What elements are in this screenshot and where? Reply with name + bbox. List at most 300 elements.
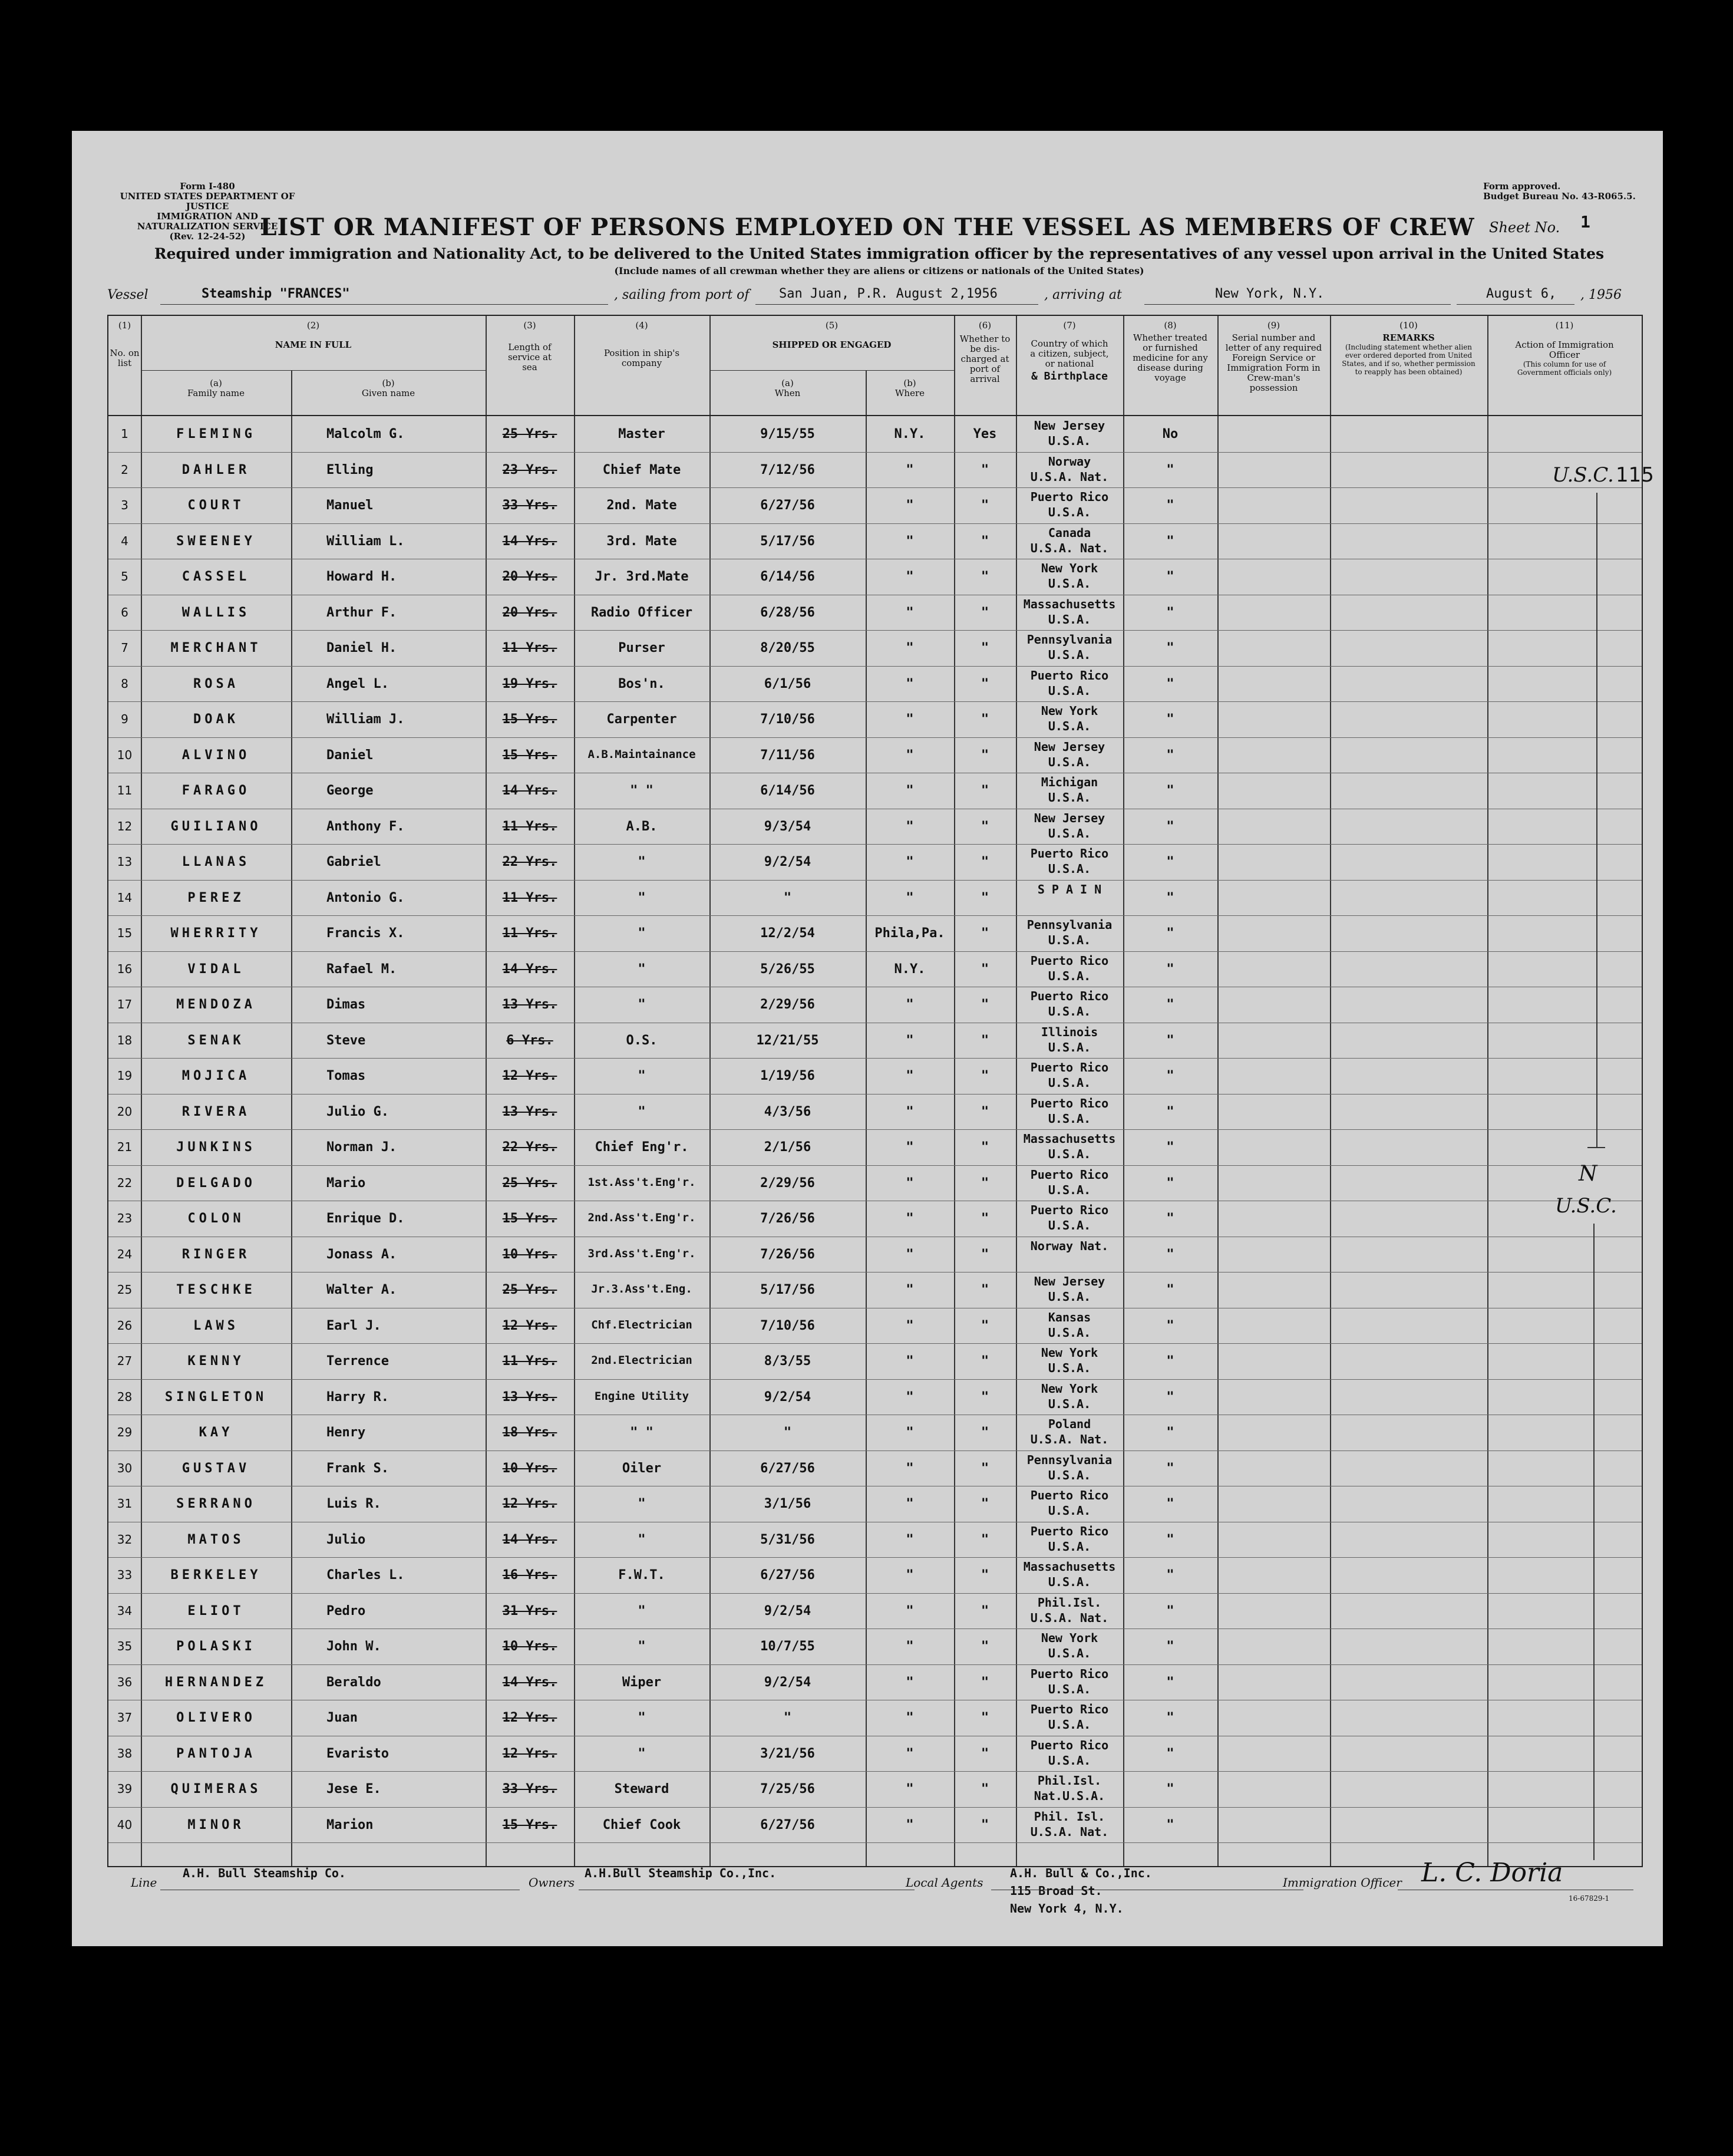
cell-when: " <box>783 1425 792 1440</box>
cell-when: 1/19/56 <box>760 1069 815 1083</box>
cell-years: 15 Yrs. <box>502 1817 557 1832</box>
cell-given: Henry <box>326 1425 366 1440</box>
cell-years: 12 Yrs. <box>502 1746 557 1761</box>
cell-country-line-2: U.S.A. <box>1048 1076 1091 1090</box>
vessel-line <box>107 284 1639 308</box>
cell-country-line-2: U.S.A. Nat. <box>1030 1824 1109 1839</box>
cell-family: RIVERA <box>181 1104 250 1119</box>
cell-where: " <box>906 641 914 655</box>
cell-given: Mario <box>326 1175 366 1191</box>
agency-line-1: UNITED STATES DEPARTMENT OF JUSTICE <box>120 191 295 212</box>
cell-where: " <box>906 1568 914 1583</box>
cell-discharge: " <box>981 462 989 477</box>
cell-when: 9/3/54 <box>764 819 811 834</box>
cell-when: 6/28/56 <box>760 605 815 620</box>
cell-country-line-1: Canada <box>1048 525 1091 540</box>
cell-medicine: " <box>1166 1283 1174 1297</box>
cell-family: RINGER <box>181 1247 250 1262</box>
cell-where: " <box>906 712 914 727</box>
table-row <box>108 1129 1642 1165</box>
cell-position: 3rd.Ass't.Eng'r. <box>587 1247 696 1260</box>
cell-country-line-2: U.S.A. <box>1048 1361 1091 1375</box>
cell-country-line-2: U.S.A. <box>1048 505 1091 519</box>
cell-position: Chief Cook <box>602 1817 681 1832</box>
cell-given: Pedro <box>326 1603 366 1618</box>
cell-medicine: " <box>1166 747 1174 763</box>
cell-no: 26 <box>117 1318 133 1333</box>
cell-discharge: " <box>981 1496 989 1511</box>
cell-position: F.W.T. <box>618 1568 665 1583</box>
cell-country-line-1: Puerto Rico <box>1030 1096 1109 1110</box>
cell-country-line-1: Norway Nat. <box>1030 1238 1109 1253</box>
cell-family: KENNY <box>187 1354 245 1369</box>
cell-where: " <box>906 1746 914 1761</box>
cell-where: " <box>906 1817 914 1832</box>
cell-position: " <box>638 1532 646 1547</box>
cell-years: 25 Yrs. <box>502 1283 557 1297</box>
cell-no: 36 <box>117 1674 133 1689</box>
cell-family: MENDOZA <box>176 997 256 1012</box>
cell-years: 15 Yrs. <box>502 712 557 727</box>
cell-when: 12/2/54 <box>760 926 815 941</box>
cell-when: 2/29/56 <box>760 997 815 1012</box>
cell-no: 30 <box>117 1461 133 1475</box>
table-row <box>108 1771 1642 1807</box>
cell-medicine: " <box>1166 926 1174 941</box>
cell-medicine: " <box>1166 1033 1174 1048</box>
col5a-num: (a) <box>781 378 794 388</box>
cell-no: 37 <box>117 1710 133 1725</box>
cell-medicine: " <box>1166 1425 1174 1440</box>
cell-where: N.Y. <box>894 961 926 977</box>
cell-where: " <box>906 1639 914 1654</box>
cell-family: COLON <box>187 1211 245 1226</box>
table-row <box>108 1023 1642 1059</box>
cell-family: OLIVERO <box>176 1710 256 1725</box>
cell-when: 7/10/56 <box>760 1318 815 1333</box>
cell-given: Francis X. <box>326 926 405 941</box>
cell-family: MERCHANT <box>170 641 262 655</box>
cell-position: 3rd. Mate <box>606 533 677 549</box>
col4-header: Position in ship's company <box>603 348 680 368</box>
col6-num: (6) <box>978 320 992 331</box>
cell-discharge: " <box>981 1069 989 1083</box>
cell-family: TESCHKE <box>176 1283 256 1297</box>
table-row <box>108 1237 1642 1272</box>
table-row <box>108 1201 1642 1237</box>
cell-where: " <box>906 498 914 513</box>
cell-country-line-1: Pennsylvania <box>1026 918 1113 932</box>
cell-when: 7/26/56 <box>760 1211 815 1226</box>
cell-position: " <box>638 1496 646 1511</box>
table-row <box>108 1593 1642 1629</box>
cell-position: " " <box>630 783 653 798</box>
cell-no: 5 <box>121 569 128 583</box>
cell-position: A.B. <box>626 819 658 834</box>
cell-where: " <box>906 1782 914 1796</box>
cell-where: " <box>906 676 914 691</box>
cell-medicine: " <box>1166 498 1174 513</box>
cell-when: 9/2/54 <box>764 1603 811 1618</box>
cell-discharge: " <box>981 1318 989 1333</box>
cell-given: Antonio G. <box>326 890 405 905</box>
cell-no: 8 <box>121 676 128 691</box>
cell-country-line-2: U.S.A. Nat. <box>1030 469 1109 484</box>
cell-country-line-2: U.S.A. <box>1048 1717 1091 1732</box>
table-row <box>108 1557 1642 1593</box>
form-number: Form I-480 <box>180 181 235 192</box>
cell-given: Steve <box>326 1033 366 1048</box>
cell-discharge: " <box>981 747 989 763</box>
table-row <box>108 737 1642 773</box>
cell-country-line-1: New Jersey <box>1034 418 1105 433</box>
cell-given: George <box>326 783 374 798</box>
cell-country-line-2: U.S.A. <box>1048 1396 1091 1411</box>
cell-medicine: " <box>1166 1140 1174 1155</box>
cell-family: COURT <box>187 498 245 513</box>
cell-position: Bos'n. <box>618 676 665 691</box>
table-row <box>108 1165 1642 1201</box>
cell-position: " <box>638 961 646 977</box>
cell-when: " <box>783 1710 792 1725</box>
cell-country-line-1: Pennsylvania <box>1026 1452 1113 1467</box>
cell-no: 39 <box>117 1782 133 1796</box>
cell-country-line-2: U.S.A. <box>1048 683 1091 698</box>
col10-note: (Including statement whether alien ever ordered deported from United States, and if so, whether permission to reapply has been obtained) <box>1342 343 1475 376</box>
cell-position: Master <box>618 427 665 441</box>
cell-medicine: No <box>1162 427 1179 441</box>
table-row <box>108 987 1642 1023</box>
cell-where: " <box>906 1033 914 1048</box>
cell-no: 40 <box>117 1817 133 1832</box>
cell-family: ELIOT <box>187 1603 245 1618</box>
cell-position: Jr.3.Ass't.Eng. <box>591 1283 692 1295</box>
cell-medicine: " <box>1166 1817 1174 1832</box>
cell-no: 17 <box>117 997 133 1011</box>
cell-country-line-2: U.S.A. <box>1048 1111 1091 1126</box>
table-row <box>108 1628 1642 1664</box>
cell-discharge: " <box>981 783 989 798</box>
cell-country-line-1: Puerto Rico <box>1030 668 1109 683</box>
cell-family: WHERRITY <box>170 926 262 941</box>
cell-country-line-1: Illinois <box>1041 1024 1098 1039</box>
cell-no: 16 <box>117 961 133 976</box>
cell-medicine: " <box>1166 1532 1174 1547</box>
cell-years: 12 Yrs. <box>502 1710 557 1725</box>
cell-where: " <box>906 1318 914 1333</box>
cell-country-line-2: U.S.A. <box>1048 1218 1091 1232</box>
cell-no: 22 <box>117 1175 133 1190</box>
table-row <box>108 701 1642 737</box>
cell-years: 23 Yrs. <box>502 462 557 477</box>
cell-country-line-1: New York <box>1041 1346 1098 1360</box>
cell-no: 23 <box>117 1211 133 1225</box>
arriving-label: , arriving at <box>1044 288 1122 302</box>
cell-when: 5/17/56 <box>760 1283 815 1297</box>
cell-years: 19 Yrs. <box>502 676 557 691</box>
cell-when: 6/14/56 <box>760 569 815 584</box>
cell-position: " <box>638 1104 646 1119</box>
owners-value: A.H.Bull Steamship Co.,Inc. <box>585 1866 777 1880</box>
cell-where: " <box>906 747 914 763</box>
cell-years: 13 Yrs. <box>502 1104 557 1119</box>
cell-where: " <box>906 1461 914 1476</box>
cell-where: " <box>906 1674 914 1690</box>
cell-discharge: " <box>981 1461 989 1476</box>
cell-discharge: " <box>981 1354 989 1369</box>
cell-years: 14 Yrs. <box>502 783 557 798</box>
cell-discharge: " <box>981 1817 989 1832</box>
cell-discharge: " <box>981 1211 989 1226</box>
table-row <box>108 1343 1642 1379</box>
cell-position: Radio Officer <box>590 605 693 620</box>
cell-country-line-2: U.S.A. <box>1048 1539 1091 1554</box>
cell-country-line-2: U.S.A. <box>1048 826 1091 840</box>
line-label: Line <box>131 1875 157 1890</box>
col7-num: (7) <box>1063 320 1076 331</box>
cell-when: 7/11/56 <box>760 747 815 763</box>
cell-discharge: " <box>981 1425 989 1440</box>
table-row <box>108 1664 1642 1700</box>
cell-medicine: " <box>1166 1782 1174 1796</box>
cell-medicine: " <box>1166 1354 1174 1369</box>
cell-medicine: " <box>1166 1639 1174 1654</box>
col11-num: (11) <box>1555 320 1574 331</box>
cell-position: " <box>638 1603 646 1618</box>
cell-country-line-1: New York <box>1041 1631 1098 1645</box>
cell-medicine: " <box>1166 462 1174 477</box>
arrival-date: August 6, <box>1486 286 1557 301</box>
col9-header: Serial number and letter of any required Foreign Service or Immigration Form in Crew-man's possession <box>1225 332 1322 393</box>
cell-country-line-1: Michigan <box>1041 775 1098 789</box>
cell-country-line-2: U.S.A. <box>1048 1325 1091 1340</box>
cell-position: 2nd.Ass't.Eng'r. <box>587 1211 696 1224</box>
print-code: 16-67829-1 <box>1569 1894 1610 1903</box>
page-title: LIST OR MANIFEST OF PERSONS EMPLOYED ON THE VESSEL AS MEMBERS OF CREW <box>260 213 1475 241</box>
cell-years: 10 Yrs. <box>502 1247 557 1262</box>
cell-given: Daniel H. <box>326 641 397 655</box>
col5a-header: When <box>774 388 801 398</box>
cell-discharge: " <box>981 1532 989 1547</box>
table-row <box>108 809 1642 845</box>
cell-country-line-1: Massachusetts <box>1023 1132 1116 1146</box>
cell-discharge: " <box>981 1568 989 1583</box>
cell-country-line-1: New York <box>1041 561 1098 575</box>
cell-given: Beraldo <box>326 1674 381 1690</box>
cell-where: Phila,Pa. <box>874 926 945 941</box>
cell-family: JUNKINS <box>176 1140 256 1155</box>
cell-where: " <box>906 1389 914 1405</box>
cell-position: " <box>638 890 646 905</box>
budget-bureau: Budget Bureau No. 43-R065.5. <box>1483 191 1636 202</box>
arriving-at: New York, N.Y. <box>1215 286 1325 301</box>
cell-country-line-1: Phil.Isl. <box>1037 1773 1102 1788</box>
col1-header: No. on list <box>110 348 140 368</box>
cell-family: WALLIS <box>181 605 250 620</box>
annotation-usc-2: U.S.C. <box>1555 1194 1617 1218</box>
cell-country-line-1: New York <box>1041 704 1098 718</box>
cell-position: Chief Eng'r. <box>595 1140 689 1155</box>
cell-position: " <box>638 1069 646 1083</box>
cell-when: 9/2/54 <box>764 855 811 869</box>
cell-no: 19 <box>117 1069 133 1083</box>
cell-years: 25 Yrs. <box>502 1175 557 1191</box>
cell-family: MOJICA <box>181 1069 250 1083</box>
cell-family: LLANAS <box>181 855 250 869</box>
cell-when: 5/31/56 <box>760 1532 815 1547</box>
cell-country-line-1: Poland <box>1048 1417 1091 1431</box>
cell-family: VIDAL <box>187 961 245 977</box>
table-row <box>108 951 1642 987</box>
cell-family: MATOS <box>187 1532 245 1547</box>
cell-medicine: " <box>1166 855 1174 869</box>
cell-when: 7/26/56 <box>760 1247 815 1262</box>
cell-no: 34 <box>117 1603 133 1618</box>
line-value: A.H. Bull Steamship Co. <box>183 1866 346 1880</box>
page-subtitle-note: (Include names of all crewman whether they are aliens or citizens or nationals of the United States) <box>614 265 1144 276</box>
cell-no: 32 <box>117 1532 133 1547</box>
cell-when: 9/2/54 <box>764 1389 811 1405</box>
cell-family: FARAGO <box>181 783 250 798</box>
table-row <box>108 559 1642 595</box>
cell-no: 9 <box>121 712 128 726</box>
cell-given: Howard H. <box>326 569 397 584</box>
cell-no: 2 <box>121 462 128 477</box>
cell-where: " <box>906 605 914 620</box>
vessel-label: Vessel <box>107 288 148 302</box>
cell-given: Elling <box>326 462 374 477</box>
cell-medicine: " <box>1166 641 1174 655</box>
col5-header: SHIPPED OR ENGAGED <box>772 339 892 350</box>
cell-where: " <box>906 997 914 1012</box>
cell-years: 16 Yrs. <box>502 1568 557 1583</box>
cell-country-line-1: Puerto Rico <box>1030 989 1109 1003</box>
crew-rows <box>108 416 1642 1866</box>
manifest-page <box>72 131 1663 1946</box>
cell-country-line-2: U.S.A. <box>1048 719 1091 733</box>
cell-country-line-1: S P A I N <box>1037 882 1102 896</box>
col4-num: (4) <box>635 320 648 331</box>
cell-years: 14 Yrs. <box>502 1532 557 1547</box>
cell-country-line-2: U.S.A. <box>1048 790 1091 805</box>
table-row <box>108 880 1642 916</box>
cell-position: 2nd. Mate <box>606 498 677 513</box>
cell-when: 2/29/56 <box>760 1175 815 1191</box>
cell-given: William L. <box>326 533 405 549</box>
cell-years: 11 Yrs. <box>502 926 557 941</box>
table-row <box>108 1415 1642 1450</box>
col5-num: (5) <box>825 320 839 331</box>
cell-medicine: " <box>1166 890 1174 905</box>
cell-medicine: " <box>1166 1603 1174 1618</box>
cell-years: 25 Yrs. <box>502 427 557 441</box>
cell-where: " <box>906 462 914 477</box>
cell-family: KAY <box>199 1425 233 1440</box>
cell-discharge: " <box>981 676 989 691</box>
cell-where: " <box>906 569 914 584</box>
cell-years: 12 Yrs. <box>502 1318 557 1333</box>
col10-num: (10) <box>1399 320 1418 331</box>
cell-medicine: " <box>1166 1211 1174 1226</box>
cell-medicine: " <box>1166 533 1174 549</box>
cell-family: QUIMERAS <box>170 1782 262 1796</box>
col10-header: REMARKS <box>1382 332 1435 343</box>
cell-position: O.S. <box>626 1033 658 1048</box>
table-row <box>108 452 1642 488</box>
cell-when: 3/1/56 <box>764 1496 811 1511</box>
cell-country-line-1: New Jersey <box>1034 810 1105 825</box>
annotation-line-2 <box>1593 1224 1595 1860</box>
cell-country-line-1: Phil.Isl. <box>1037 1595 1102 1610</box>
cell-discharge: " <box>981 1033 989 1048</box>
cell-no: 25 <box>117 1283 133 1297</box>
cell-when: " <box>783 890 792 905</box>
cell-family: GUSTAV <box>181 1461 250 1476</box>
cell-years: 12 Yrs. <box>502 1069 557 1083</box>
cell-where: " <box>906 1175 914 1191</box>
cell-no: 28 <box>117 1389 133 1404</box>
table-row <box>108 523 1642 559</box>
col2-header: NAME IN FULL <box>275 339 352 350</box>
cell-when: 5/17/56 <box>760 533 815 549</box>
cell-discharge: " <box>981 641 989 655</box>
cell-position: 2nd.Electrician <box>591 1354 692 1367</box>
col3-header: Length of service at sea <box>507 342 552 372</box>
cell-country-line-1: Puerto Rico <box>1030 1203 1109 1217</box>
cell-where: " <box>906 855 914 869</box>
cell-years: 10 Yrs. <box>502 1639 557 1654</box>
cell-family: PEREZ <box>187 890 245 905</box>
cell-medicine: " <box>1166 1069 1174 1083</box>
cell-years: 13 Yrs. <box>502 1389 557 1405</box>
cell-given: Norman J. <box>326 1140 397 1155</box>
cell-country-line-2: U.S.A. <box>1048 1004 1091 1018</box>
cell-when: 6/27/56 <box>760 498 815 513</box>
cell-years: 14 Yrs. <box>502 961 557 977</box>
cell-given: Jese E. <box>326 1782 381 1796</box>
cell-country-line-1: Phil. Isl. <box>1034 1809 1105 1824</box>
cell-country-line-1: New Jersey <box>1034 1274 1105 1288</box>
cell-given: Walter A. <box>326 1283 397 1297</box>
cell-discharge: " <box>981 1104 989 1119</box>
cell-country-line-1: Massachusetts <box>1023 596 1116 611</box>
cell-country-line-2: U.S.A. <box>1048 1468 1091 1482</box>
cell-country-line-2: U.S.A. <box>1048 1290 1091 1304</box>
cell-family: HERNANDEZ <box>164 1674 268 1690</box>
col11-note: (This column for use of Government officials only) <box>1517 360 1612 377</box>
cell-years: 33 Yrs. <box>502 498 557 513</box>
cell-family: ROSA <box>193 676 239 691</box>
cell-no: 35 <box>117 1639 133 1653</box>
cell-when: 5/26/55 <box>760 961 815 977</box>
cell-family: DOAK <box>193 712 239 727</box>
cell-where: " <box>906 783 914 798</box>
officer-label: Immigration Officer <box>1283 1875 1402 1890</box>
cell-where: " <box>906 819 914 834</box>
cell-years: 14 Yrs. <box>502 533 557 549</box>
cell-years: 15 Yrs. <box>502 1211 557 1226</box>
cell-given: Charles L. <box>326 1568 405 1583</box>
cell-medicine: " <box>1166 1674 1174 1690</box>
cell-medicine: " <box>1166 1746 1174 1761</box>
cell-no: 18 <box>117 1033 133 1047</box>
table-row <box>108 1272 1642 1308</box>
cell-where: " <box>906 533 914 549</box>
cell-given: Evaristo <box>326 1746 389 1761</box>
cell-no: 20 <box>117 1104 133 1119</box>
page-subtitle: Required under immigration and Nationality Act, to be delivered to the United States immigration officer by the representatives of any vessel upon arrival in the United States <box>154 245 1605 262</box>
cell-country-line-1: Pennsylvania <box>1026 632 1113 647</box>
